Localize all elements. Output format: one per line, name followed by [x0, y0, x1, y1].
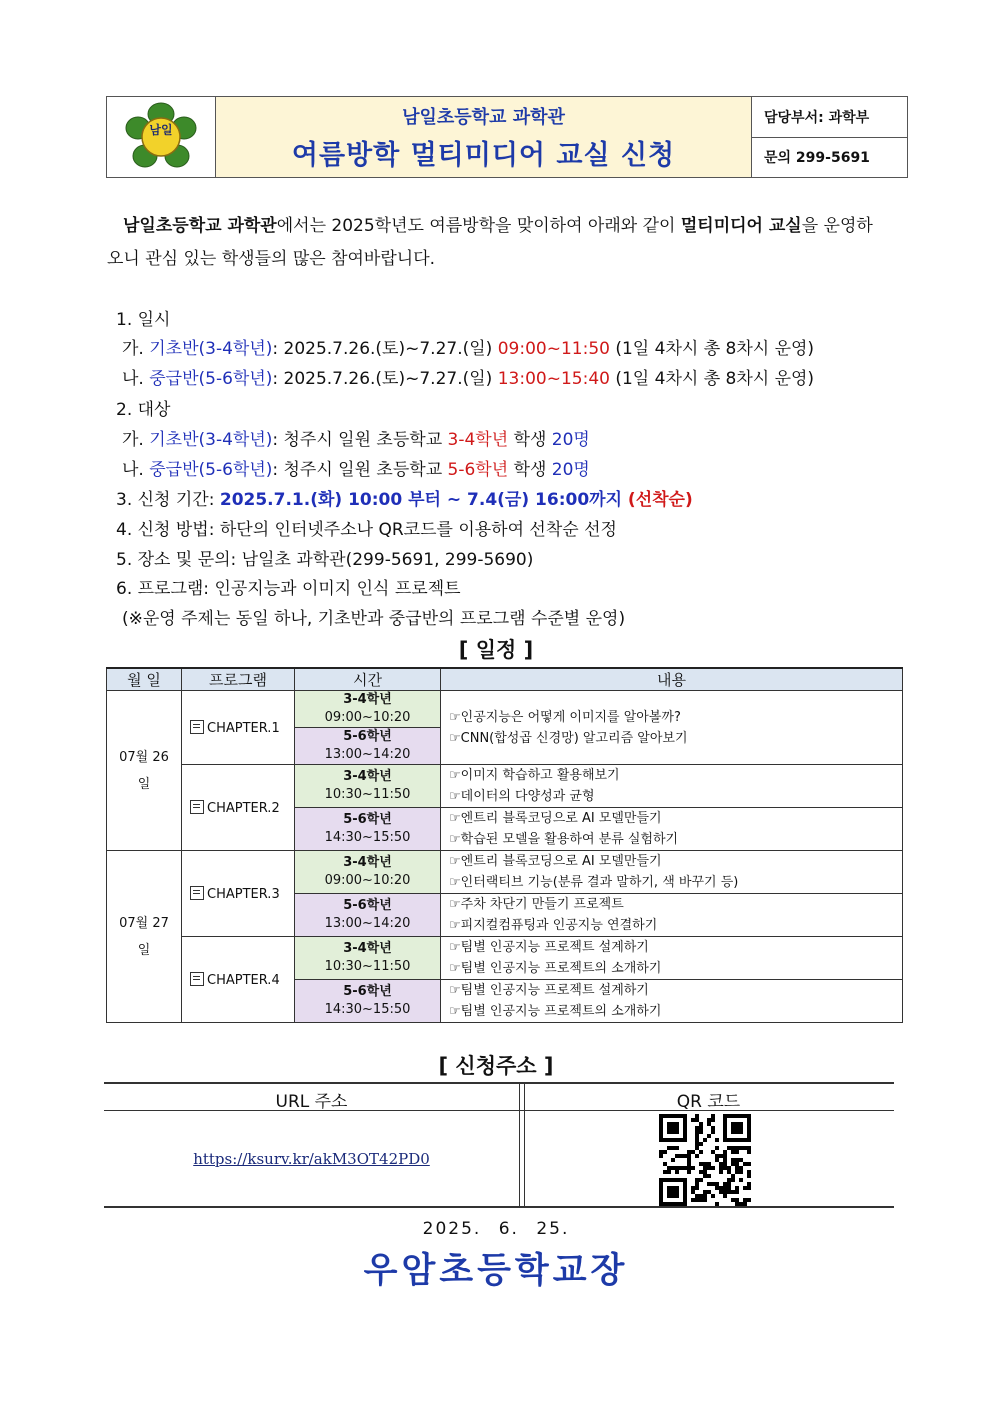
content-line: ☞팀별 인공지능 프로젝트의 소개하기: [449, 961, 662, 976]
col-header-time: 시간: [295, 668, 441, 691]
apply-table: [104, 1082, 894, 1208]
memo-icon: [190, 800, 204, 814]
qr-code[interactable]: [659, 1114, 751, 1210]
item-1a-time: 09:00~11:50: [497, 339, 610, 359]
header-subtitle: 남일초등학교 과학관: [402, 106, 565, 128]
content-line: ☞데이터의 다양성과 균형: [449, 789, 595, 804]
item-2b-prefix: 나.: [122, 460, 150, 480]
time-label: 14:30~15:50: [324, 1002, 411, 1017]
header-title-block: [216, 97, 752, 177]
item-6-note: (※운영 주제는 동일 하나, 기초반과 중급반의 프로그램 수준별 운영): [122, 609, 626, 629]
intro-text-2: 을 운영하오니 관심 있는 학생들의 많은 참여바랍니다.: [107, 216, 873, 269]
time-slot: [295, 808, 441, 851]
time-slot: [295, 980, 441, 1023]
time-label: 13:00~14:20: [324, 916, 411, 931]
item-4: 4. 신청 방법: 하단의 인터넷주소나 QR코드를 이용하여 선착순 선정: [116, 520, 617, 540]
item-2-title: 2. 대상: [116, 400, 171, 420]
content-line: ☞엔트리 블록코딩으로 AI 모델만들기: [449, 811, 662, 826]
item-1b-date: : 2025.7.26.(토)~7.27.(일): [272, 369, 498, 389]
item-3-period: 2025.7.1.(화) 10:00 부터 ~ 7.4(금) 16:00까지: [219, 490, 622, 510]
intro-text-1: 에서는 2025학년도 여름방학을 맞이하여 아래와 같이: [276, 216, 681, 236]
content-line: ☞인공지능은 어떻게 이미지를 알아볼까?: [449, 709, 681, 725]
content-line: ☞피지컬컴퓨팅과 인공지능 연결하기: [449, 918, 658, 933]
principal-signature: 우암초등학교장: [363, 1251, 629, 1291]
item-3-note: (선착순): [622, 490, 693, 510]
content-cell: [441, 691, 903, 765]
grade-label: 5-6학년: [343, 812, 392, 827]
item-2b-post: 학생: [508, 460, 552, 480]
content-line: ☞CNN(합성곱 신경망) 알고리즘 알아보기: [449, 730, 688, 746]
schedule-title: [ 일정 ]: [458, 638, 534, 662]
content-cell: [441, 808, 903, 851]
item-6: 6. 프로그램: 인공지능과 이미지 인식 프로젝트: [116, 579, 461, 599]
grade-label: 3-4학년: [343, 769, 392, 784]
content-line: ☞엔트리 블록코딩으로 AI 모델만들기: [449, 854, 662, 869]
intro-highlight: 멀티미디어 교실: [680, 216, 802, 236]
schedule-header-row: [107, 668, 903, 691]
schedule-table: [106, 667, 903, 1023]
item-2b-mid: : 청주시 일원 초등학교: [272, 460, 448, 480]
intro-school: 남일초등학교 과학관: [123, 216, 277, 236]
intro-paragraph: [107, 210, 887, 276]
time-label: 09:00~10:20: [324, 873, 411, 888]
apply-title: [ 신청주소 ]: [438, 1054, 554, 1078]
content-line: ☞학습된 모델을 활용하여 분류 실험하기: [449, 832, 679, 847]
qr-header: QR 코드: [676, 1092, 741, 1112]
contact-label: 문의 299-5691: [764, 150, 870, 167]
table-row: [107, 851, 903, 894]
item-2a-grade: 3-4학년: [447, 430, 509, 450]
content-line: ☞팀별 인공지능 프로젝트 설계하기: [449, 940, 649, 955]
time-label: 10:30~11:50: [324, 959, 411, 974]
col-header-program: 프로그램: [182, 668, 295, 691]
apply-url-link[interactable]: https://ksurv.kr/akM3OT42PD0: [193, 1150, 430, 1168]
item-2a-count: 20명: [551, 430, 590, 450]
time-slot: [295, 728, 441, 765]
item-1a-prefix: 가.: [122, 339, 150, 359]
item-2b-count: 20명: [551, 460, 590, 480]
item-1a-note: (1일 4차시 총 8차시 운영): [609, 339, 815, 359]
content-line: ☞팀별 인공지능 프로젝트 설계하기: [449, 983, 649, 998]
document-header: [106, 96, 908, 178]
item-1a-class: 기초반(3-4학년): [149, 339, 273, 359]
grade-label: 3-4학년: [343, 941, 392, 956]
item-3-label: 3. 신청 기간:: [116, 490, 220, 510]
time-slot: [295, 937, 441, 980]
item-1-title: 1. 일시: [116, 310, 171, 330]
emblem-icon: [121, 101, 201, 173]
school-emblem: [107, 97, 216, 177]
chapter-label: CHAPTER.1: [207, 720, 280, 736]
chapter-cell: [182, 937, 295, 1023]
time-label: 10:30~11:50: [324, 787, 411, 802]
col-header-date: 월 일: [107, 668, 182, 691]
item-1a-date: : 2025.7.26.(토)~7.27.(일): [272, 339, 498, 359]
item-3: [116, 485, 693, 510]
memo-icon: [190, 720, 204, 734]
content-line: ☞주차 차단기 만들기 프로젝트: [449, 897, 624, 912]
day-label: 07월 27일: [119, 915, 169, 958]
memo-icon: [190, 886, 204, 900]
content-cell: [441, 765, 903, 808]
time-slot: [295, 894, 441, 937]
department-label: 담당부서: 과학부: [752, 97, 907, 138]
time-slot: [295, 765, 441, 808]
table-row: [107, 765, 903, 808]
item-1a: [122, 334, 814, 359]
item-2a-mid: : 청주시 일원 초등학교: [272, 430, 448, 450]
time-label: 13:00~14:20: [324, 747, 411, 762]
time-label: 09:00~10:20: [324, 710, 411, 725]
chapter-label: CHAPTER.4: [207, 972, 280, 988]
day-cell-1: [107, 691, 182, 851]
item-2a-class: 기초반(3-4학년): [149, 430, 273, 450]
day-label: 07월 26일: [119, 749, 169, 792]
qr-code-icon: [659, 1114, 751, 1206]
item-1b-class: 중급반(5-6학년): [149, 369, 273, 389]
grade-label: 5-6학년: [343, 984, 392, 999]
grade-label: 5-6학년: [343, 898, 392, 913]
item-1b-time: 13:00~15:40: [497, 369, 610, 389]
header-info: [752, 97, 907, 177]
page-title: 여름방학 멀티미디어 교실 신청: [291, 139, 676, 171]
item-2b: [122, 455, 590, 480]
url-header: URL 주소: [275, 1092, 348, 1112]
item-2a-post: 학생: [508, 430, 552, 450]
item-1b-prefix: 나.: [122, 369, 150, 389]
item-2a-prefix: 가.: [122, 430, 150, 450]
chapter-label: CHAPTER.2: [207, 800, 280, 816]
item-1b: [122, 364, 814, 389]
grade-label: 3-4학년: [343, 692, 392, 707]
content-line: ☞팀별 인공지능 프로젝트의 소개하기: [449, 1004, 662, 1019]
chapter-cell: [182, 765, 295, 851]
time-label: 14:30~15:50: [324, 830, 411, 845]
grade-label: 3-4학년: [343, 855, 392, 870]
chapter-cell: [182, 691, 295, 765]
item-1b-note: (1일 4차시 총 8차시 운영): [609, 369, 815, 389]
col-header-content: 내용: [441, 668, 903, 691]
time-slot: [295, 691, 441, 728]
item-5: 5. 장소 및 문의: 남일초 과학관(299-5691, 299-5690): [116, 550, 534, 570]
issue-date: 2025. 6. 25.: [422, 1219, 570, 1239]
item-2b-class: 중급반(5-6학년): [149, 460, 273, 480]
content-cell: [441, 894, 903, 937]
svg-text:남일: 남일: [149, 123, 173, 137]
content-cell: [441, 937, 903, 980]
chapter-label: CHAPTER.3: [207, 886, 280, 902]
item-2a: [122, 425, 590, 450]
grade-label: 5-6학년: [343, 729, 392, 744]
content-cell: [441, 851, 903, 894]
memo-icon: [190, 972, 204, 986]
time-slot: [295, 851, 441, 894]
content-cell: [441, 980, 903, 1023]
day-cell-2: [107, 851, 182, 1023]
content-line: ☞인터랙티브 기능(분류 결과 말하기, 색 바꾸기 등): [449, 875, 739, 890]
table-row: [107, 937, 903, 980]
table-row: [107, 691, 903, 728]
content-line: ☞이미지 학습하고 활용해보기: [449, 768, 620, 783]
chapter-cell: [182, 851, 295, 937]
item-2b-grade: 5-6학년: [447, 460, 509, 480]
